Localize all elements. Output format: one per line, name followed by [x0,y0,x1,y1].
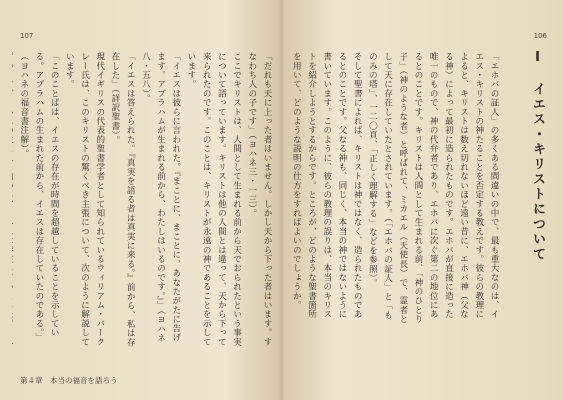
paragraph: そして聖書によれば、キリストは神ではなく、造られたものであるとのことです。父なる神も、同じく、本当の神ではないように書いています。このように、彼らの教理の誤りは、本当のキリストを紹介しようとするからです。ところが、どのような聖書箇所を用いて、どのような説明の仕方をすればよいのでしょうか。 [291,52,363,319]
right-page [282,0,563,400]
paragraph: 「だれも天に上った者はいません。しかし天から下った者はいます。すなわち人の子です」（ヨハネ三・一三）。 [246,52,272,347]
page-number-left: 107 [20,32,34,40]
paragraph: 「エホバの証人」の多くある間違いの中で、最も重大なのは、イエス・キリストの神たることを否定する教えです。彼らの教理によると、キリストは数え切れないほど遠い昔に、エホバ神（父なる神）によって最初に造られたものです。エホバが直接に造った唯一のもので、神の代弁者であり、エホバに次ぐ第二の地位にあるとのことです。キリストは人間として生まれる前、「神のひとり子」（神のような者）と呼ばれて、ミカエル（天使長）で、霊者として天に存在していたとされています。（「エホバの証人」と「ものみの塔」、一二〇頁、「正しく理解する」などを参照）。 [367,52,499,324]
paragraph [12,52,16,347]
left-page-body [12,52,274,347]
page-number-right: 106 [533,32,547,40]
paragraph: 「このことばは、イエスの存在が時間を超越していることを示している。アブラハムの生まれた前から、イエスは存在していたのである。」（ヨハネの福音書注解）。 [18,52,60,343]
right-page-body [291,52,501,327]
paragraph: ここでキリストは、人間として生まれる前から天でおられたという事実について語っています。キリストは他の人間とは違って、天から下って来られたのです。このことは、キリストが永遠の神であることを示しています。 [185,52,242,347]
paragraph: 「イエスは答えられた。『真実を語る者は真実に来る。』前から、私は存在した」（詳訳聖書）。 [109,52,136,347]
paragraph: 現代イギリスの代表的聖書学者として知られているウィリアム・バークレー氏は、このキリストの驚くべき主張について、次のように解説しています。 [64,52,105,347]
running-footer: 第４章 本当の福音を語ろう [20,376,118,385]
paragraph: 「イエスは彼らに言われた。『まことに、まことに、あなたがたに告げます。アブラハムが生まれる前から、わたしはいるのです。』」（ヨハネ八・五八）。 [140,52,181,343]
chapter-heading: Ⅰ イエス・キリストについて [530,50,545,262]
